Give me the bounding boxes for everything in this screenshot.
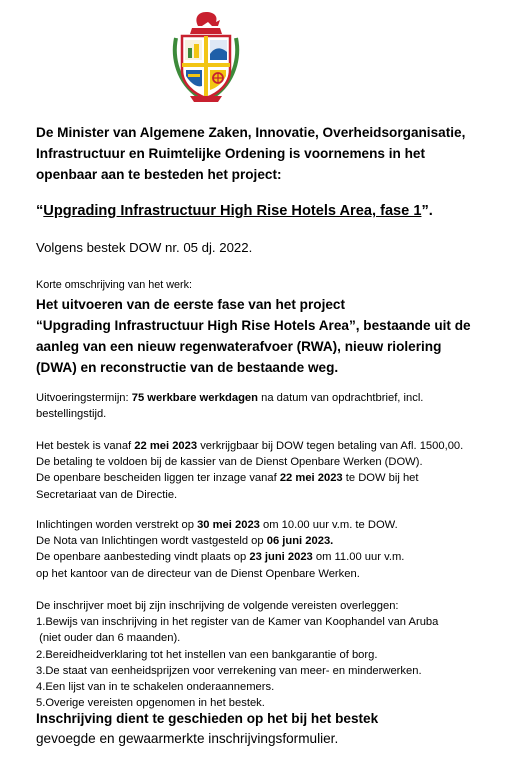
work-line: “Upgrading Infrastructuur High Rise Hotels Area”, bestaande uit de [36, 318, 471, 333]
text-segment: De openbare aanbesteding vindt plaats op [36, 551, 250, 564]
list-item: 1.Bewijs van inschrijving in het register van de Kamer van Koophandel van Aruba [36, 616, 439, 629]
bestek-reference: Volgens bestek DOW nr. 05 dj. 2022. [36, 240, 253, 255]
project-title [36, 203, 504, 219]
list-item: 5.Overige vereisten opgenomen in het bestek. [36, 697, 265, 710]
work-line: (DWA) en reconstructie van de bestaande weg. [36, 360, 339, 375]
termijn-prefix: Uitvoeringstermijn: [36, 392, 132, 404]
lead-line: openbaar aan te besteden het project: [36, 167, 282, 182]
text-line: op het kantoor van de directeur van de Dienst Openbare Werken. [36, 567, 360, 580]
text-segment: De openbare bescheiden liggen ter inzage vanaf [36, 472, 280, 485]
lead-paragraph [36, 122, 504, 185]
text-segment: Inlichtingen worden verstrekt op [36, 519, 198, 531]
list-item: 3.De staat van eenheidsprijzen voor verrekening van meer- en minderwerken. [36, 664, 422, 677]
bestek-availability [36, 438, 504, 503]
close-quote: ”. [421, 203, 433, 219]
vereisten-intro: De inschrijver moet bij zijn inschrijving de volgende vereisten overleggen: [36, 600, 399, 612]
text-segment: verkrijgbaar bij DOW tegen betaling van Afl. 1500,00. [197, 440, 464, 452]
closing-line-2: gevoegde en gewaarmerkte inschrijvingsformulier. [36, 731, 339, 746]
inlichtingen [36, 517, 504, 582]
lead-line: Infrastructuur en Ruimtelijke Ordening is voornemens in het [36, 146, 426, 161]
lead-line: De Minister van Algemene Zaken, Innovatie, Overheidsorganisatie, [36, 125, 466, 140]
project-title-text: Upgrading Infrastructuur High Rise Hotels Area, fase 1 [43, 203, 422, 219]
text-segment: De Nota van Inlichtingen wordt vastgesteld op [36, 535, 267, 548]
open-quote: “ [36, 203, 44, 219]
uitvoeringstermijn [36, 390, 504, 422]
list-item: (niet ouder dan 6 maanden). [36, 632, 181, 645]
closing-line-1: Inschrijving dient te geschieden op het bij het bestek [36, 711, 379, 726]
work-line: Het uitvoeren van de eerste fase van het project [36, 297, 345, 312]
work-label: Korte omschrijving van het werk: [36, 279, 193, 291]
text-segment: te DOW bij het [342, 472, 419, 485]
vereisten-list [36, 598, 504, 711]
date-bold: 22 mei 2023 [279, 472, 343, 485]
text-line: De betaling te voldoen bij de kassier van de Dienst Openbare Werken (DOW). [36, 456, 423, 469]
termijn-line2: bestellingstijd. [36, 408, 107, 421]
termijn-suffix: na datum van opdrachtbrief, incl. [258, 392, 424, 404]
date-bold: 06 juni 2023. [266, 535, 334, 548]
list-item: 4.Een lijst van in te schakelen onderaannemers. [36, 681, 275, 694]
text-segment: om 11.00 uur v.m. [312, 551, 405, 564]
date-bold: 23 juni 2023 [249, 551, 313, 564]
work-line: aanleg van een nieuw regenwaterafvoer (RWA), nieuw riolering [36, 339, 442, 354]
date-bold: 30 mei 2023 [197, 519, 260, 531]
text-segment: Het bestek is vanaf [36, 440, 135, 452]
termijn-days: 75 werkbare werkdagen [131, 392, 258, 404]
text-segment: om 10.00 uur v.m. te DOW. [259, 519, 398, 531]
work-description [36, 294, 504, 378]
coat-of-arms-icon [168, 8, 244, 104]
date-bold: 22 mei 2023 [134, 440, 198, 452]
list-item: 2.Bereidheidverklaring tot het instellen van een bankgarantie of borg. [36, 648, 378, 661]
text-line: Secretariaat van de Directie. [36, 488, 178, 501]
